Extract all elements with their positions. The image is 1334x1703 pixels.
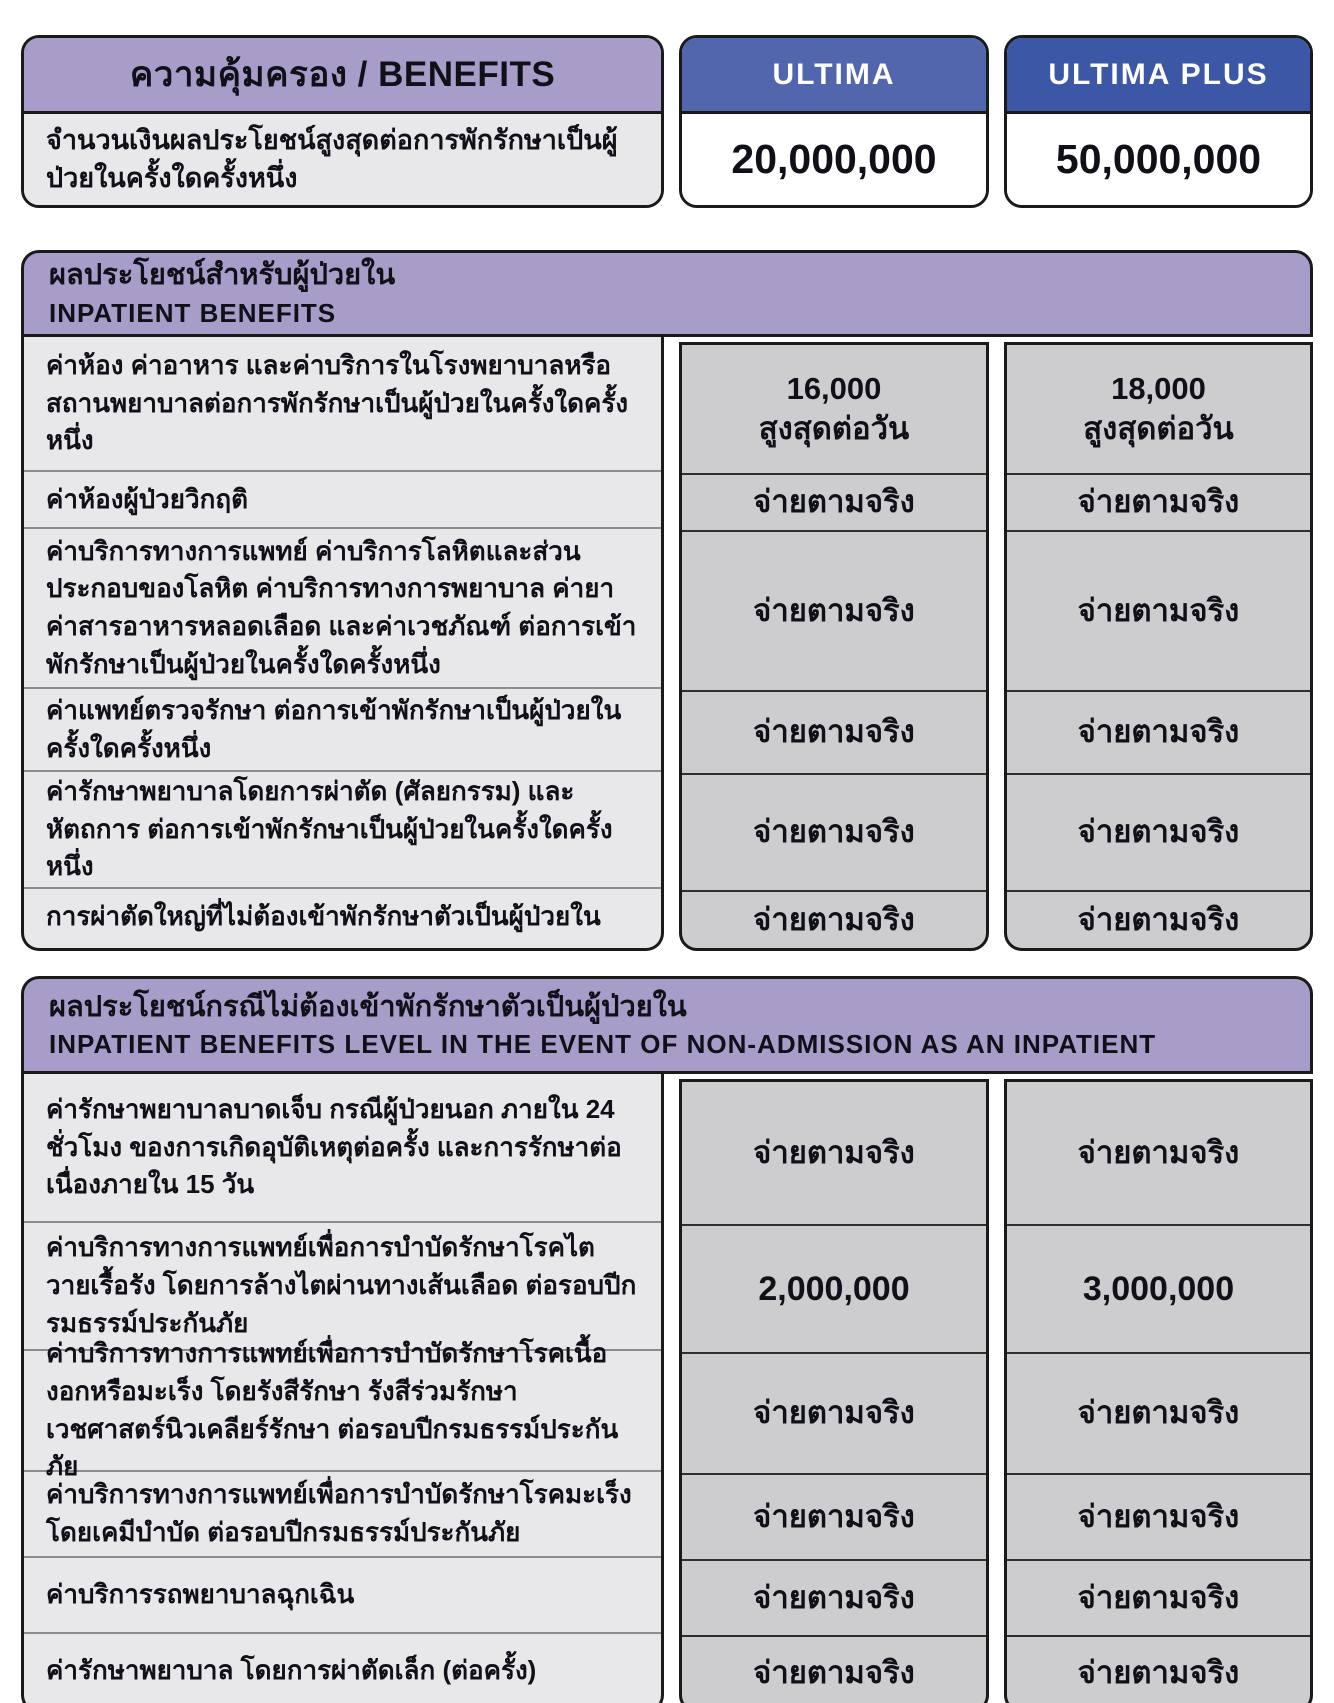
benefit-label: ค่าแพทย์ตรวจรักษา ต่อการเข้าพักรักษาเป็นผู้ป่วยในครั้งใดครั้งหนึ่ง [24,687,661,770]
value-main: 18,000 [1111,370,1206,406]
column-gap [664,337,679,951]
benefit-label: ค่ารักษาพยาบาลบาดเจ็บ กรณีผู้ป่วยนอก ภายใน 24 ชั่วโมง ของการเกิดอุบัติเหตุต่อครั้ง และการรักษาต่อเนื่องภายใน 15 วัน [46,1093,622,1200]
section-header [21,250,1313,337]
benefits-header [24,38,661,114]
ultima-plus-value: จ่ายตามจริง [1007,1352,1310,1473]
value-sub: สูงสุดต่อวัน [758,411,910,446]
column-gap [664,1074,679,1703]
benefit-label: ค่าห้อง ค่าอาหาร และค่าบริการในโรงพยาบาลหรือสถานพยาบาลต่อการพักรักษาเป็นผู้ป่วยในครั้งใดครั้งหนึ่ง [46,349,629,456]
ultima-plus-value: จ่ายตามจริง [1007,1559,1310,1635]
benefit-label: ค่าบริการรถพยาบาลฉุกเฉิน [24,1556,661,1632]
ultima-plus-value: จ่ายตามจริง [1007,890,1310,948]
section-title-en: INPATIENT BENEFITS LEVEL IN THE EVENT OF NON-ADMISSION AS AN INPATIENT [49,1029,1157,1060]
ultima-value: จ่ายตามจริง [682,890,986,948]
ultima-value: จ่ายตามจริง [682,473,986,530]
ultima-plus-value: จ่ายตามจริง [1007,690,1310,773]
benefit-label: ค่ารักษาพยาบาล โดยการผ่าตัดเล็ก (ต่อครั้ง) [24,1632,661,1703]
ultima-value: จ่ายตามจริง [682,1473,986,1559]
ultima-value-column [679,1079,989,1703]
value-main: 3,000,000 [1082,1269,1235,1308]
section-header [21,976,1313,1074]
ultima-value: จ่ายตามจริง [682,1352,986,1473]
ultima-plus-value: จ่ายตามจริง [1007,1635,1310,1703]
benefit-label: การผ่าตัดใหญ่ที่ไม่ต้องเข้าพักรักษาตัวเป็นผู้ป่วยใน [24,887,661,945]
benefits-column-card [21,35,664,208]
ultima-value-column [679,342,989,951]
ultima-value [682,345,986,473]
summary-block [21,35,1313,208]
value-sub: สูงสุดต่อวัน [1083,411,1234,446]
ultima-plus-column-card [1004,35,1313,208]
section-inpatient-benefits [21,250,1313,951]
benefit-label: ค่ารักษาพยาบาลโดยการผ่าตัด (ศัลยกรรม) และหัตถการ ต่อการเข้าพักรักษาเป็นผู้ป่วยในครั้งใดครั้งหนึ่ง [24,770,661,887]
ultima-plus-value: จ่ายตามจริง [1007,1473,1310,1559]
column-gap [989,35,1004,208]
benefit-description-column [21,337,664,951]
ultima-plus-value: จ่ายตามจริง [1007,473,1310,530]
ultima-value: จ่ายตามจริง [682,690,986,773]
column-gap [664,35,679,208]
ultima-value: จ่ายตามจริง [682,1559,986,1635]
ultima-plan-header [682,38,986,114]
column-gap [989,337,1004,951]
benefit-label: ค่าห้องผู้ป่วยวิกฤติ [24,470,661,527]
ultima-summary-value: 20,000,000 [682,114,986,205]
section-title-en: INPATIENT BENEFITS [49,297,337,328]
summary-row-label: จำนวนเงินผลประโยชน์สูงสุดต่อการพักรักษาเป็นผู้ป่วยในครั้งใดครั้งหนึ่ง [24,114,661,205]
ultima-value: จ่ายตามจริง [682,530,986,690]
value-main: 16,000 [786,370,882,406]
ultima-plan-name: ULTIMA [772,57,896,91]
ultima-plus-value: จ่ายตามจริง [1007,530,1310,690]
ultima-plus-value [1007,1224,1310,1352]
section-title-th: ผลประโยชน์กรณีไม่ต้องเข้าพักรักษาตัวเป็นผู้ป่วยใน [49,990,687,1023]
benefits-header-title: ความคุ้มครอง / BENEFITS [129,55,556,94]
ultima-plus-value [1007,345,1310,473]
benefit-description-column [21,1074,664,1703]
value-main: 2,000,000 [758,1269,910,1308]
section-title-th: ผลประโยชน์สำหรับผู้ป่วยใน [49,259,396,292]
ultima-column-card [679,35,989,208]
column-gap [989,1074,1004,1703]
ultima-value [682,1224,986,1352]
ultima-plus-plan-header [1007,38,1310,114]
ultima-plus-value-column [1004,342,1313,951]
ultima-plus-value-column [1004,1079,1313,1703]
ultima-plus-plan-name: ULTIMA PLUS [1048,57,1269,91]
benefit-label: ค่าบริการทางการแพทย์เพื่อการบำบัดรักษาโรคมะเร็งโดยเคมีบำบัด ต่อรอบปีกรมธรรม์ประกันภัย [24,1470,661,1556]
benefit-label: ค่าบริการทางการแพทย์เพื่อการบำบัดรักษาโรคไตวายเรื้อรัง โดยการล้างไตผ่านทางเส้นเลือด ต่อรอบปีกรมธรรม์ประกันภัย [24,1221,661,1349]
ultima-plus-value: จ่ายตามจริง [1077,1134,1240,1170]
section-non-admission-benefits [21,976,1313,1703]
ultima-plus-value: จ่ายตามจริง [1007,773,1310,890]
ultima-value: จ่ายตามจริง [753,1134,915,1170]
ultima-plus-summary-value: 50,000,000 [1007,114,1310,205]
ultima-value: จ่ายตามจริง [682,773,986,890]
benefit-label: ค่าบริการทางการแพทย์เพื่อการบำบัดรักษาโรคเนื้องอกหรือมะเร็ง โดยรังสีรักษา รังสีร่วมรักษา เวชศาสตร์นิวเคลียร์รักษา ต่อรอบปีกรมธรรม์ประกันภัย [24,1349,661,1470]
ultima-value: จ่ายตามจริง [682,1635,986,1703]
benefit-label: ค่าบริการทางการแพทย์ ค่าบริการโลหิตและส่วนประกอบของโลหิต ค่าบริการทางการพยาบาล ค่ายา ค่าสารอาหารหลอดเลือด และค่าเวชภัณฑ์ ต่อการเข้าพักรักษาเป็นผู้ป่วยในครั้งใดครั้งหนึ่ง [24,527,661,687]
